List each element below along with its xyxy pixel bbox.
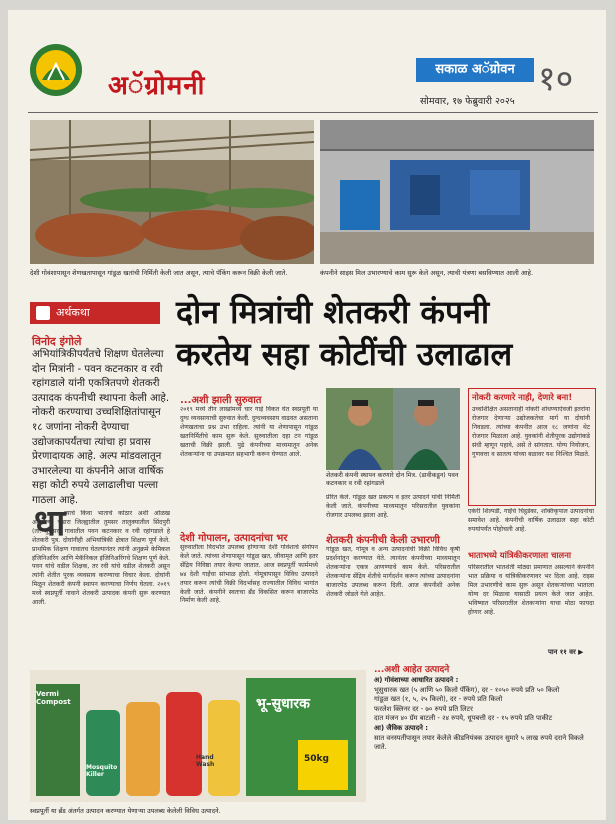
vermicompost-shed-photo — [30, 120, 314, 264]
products-list-item: सात वनस्पतींपासून तयार केलेले कीडनियंत्रक उत्पादन सुमारे ५ लाख रुपये दराने विकले जाते. — [374, 733, 584, 752]
products-caption: स्वप्नपूर्ती या ब्रॅंड अंतर्गत उत्पादन करण्यात येणाऱ्या उपलब्ध केलेली विविध उत्पादने. — [30, 807, 221, 815]
section-label: अर्थकथा — [56, 306, 90, 319]
growth-paragraph: गांडूळ खत, गोमूत्र व अन्य उत्पादनांची विक्री विविध कृषी प्रदर्शनांतून करण्यात येते. त्यानंतर कंपनीच्या माध्यमातून शेतकऱ्यांना एकत्र आणण्याचे काम केले. परिसरातील शेतकऱ्यांना सेंद्रिय शेतीचे मार्गदर्शन करून त्यांच्या उत्पादनांना बाजारपेठ उपलब्ध करून दिली. आज कंपनीशी अनेक शेतकरी जोडले गेले आहेत. — [326, 546, 460, 598]
masthead-rule — [28, 112, 598, 113]
photo-caption-left: देशी गोवंशापासून शेणखतापासून गांडूळ खतांची निर्मिती केली जात असून, त्याचे पॅकिंग करून विक्री केली जाते. — [30, 269, 288, 277]
section-icon — [36, 306, 50, 320]
box-heading: नोकरी करणारे नाही, देणारे बना! — [472, 392, 573, 402]
products-photo — [30, 670, 366, 802]
rice-paragraph: परिसरातील भातशेती मोठ्या प्रमाणात असल्याने कंपनीने भात प्रक्रिया व यांत्रिकीकरणावर भर दिला आहे. राइस मिल उभारणीचे काम सुरू असून शेतकऱ्यांच्या भाताला योग्य दर मिळावा यासाठी प्रयत्न केले जात आहेत. भविष्यात परिसरातील शेतकऱ्यांना याचा मोठा फायदा होणार आहे. — [468, 564, 594, 616]
continued-marker: पान ११ वर ▶ — [548, 648, 584, 656]
mosquito-killer-label: Mosquito Killer — [86, 764, 118, 778]
page-number: १० — [538, 59, 574, 99]
cows-paragraph: सुरुवातीला विदर्भात उपलब्ध होणाऱ्या देशी गोवंशाचे संगोपन केले जाते. त्यांच्या शेणापासून गांडूळ खत, जीवामृत आणि इतर सेंद्रिय निविष्ठा तयार केल्या जातात. आज स्वप्नपूर्ती फार्ममध्ये ७४ देशी गाईंचा सांभाळ होतो. गोमूत्रापासून विविध उत्पादने तयार करून त्यांची विक्री विदर्भासह राज्यातील विविध भागांत केली जाते. कंपनीने स्वतःचा ब्रॅंड विकसित करून बाजारपेठ निर्माण केली आहे. — [180, 544, 318, 605]
section-tab — [30, 302, 160, 324]
founders-caption: शेतकरी कंपनी स्थापन करणारे दोन मित्र. (डावीकडून) पवन कटनकार व रवी रहांगडाले — [326, 472, 459, 487]
products-list-item: गांडूळ खत (१, ५, २५ किलो), दर - रुपये प्रति किलो — [374, 695, 503, 704]
products-list — [374, 676, 596, 812]
subhead-cows: देशी गोपालन, उत्पादनांचा भर — [180, 533, 288, 544]
vermicompost-label: Vermi Compost — [36, 690, 71, 706]
subhead-rice: भाताभध्ये यांत्रिकीकरणाला चालना — [468, 550, 572, 560]
products-list-item: फरलेश क्लिनर दर - ७० रुपये प्रति लिटर — [374, 704, 473, 713]
drop-cap: धा — [34, 503, 66, 544]
box-paragraph: उच्चशिक्षित असतानाही नोकरी शोधण्याऐवजी इतरांना रोजगार देणाऱ्या उद्योजकतेचा मार्ग या दोघांनी निवडला. त्यांच्या कंपनीत आज १८ जणांना थेट रोजगार मिळाला आहे. युवकांनी शेतीपूरक उद्योगांकडे संधी म्हणून पहावे, असे ते सांगतात. योग्य नियोजन, गुणवत्ता व सातत्य यांच्या बळावर यश निश्चित मिळते. — [472, 406, 590, 458]
products-list-item: आ) जैविक उत्पादने : — [374, 723, 429, 732]
products-list-item: अ) गोवंशाच्या आधारित उत्पादने : — [374, 676, 459, 684]
rice-mill-photo — [320, 120, 594, 264]
products-list-item: दात मंजन ४० ग्रॅम बाटली - २४ रुपये, धूपबत्ती दर - १५ रुपये प्रति पाकीट — [374, 714, 553, 723]
byline: विनोद इंगोले — [32, 335, 82, 348]
bag-weight: 50kg — [304, 754, 329, 764]
products-list-item: भूसुधारक खत (५ आणि ५० किलो पॅकिंग), दर - १०५० रुपये प्रति ५० किलो — [374, 685, 560, 694]
subhead-start: ...अशी झाली सुरुवात — [180, 395, 262, 406]
intro-paragraph: न्याचे किंवा भाताचे कोठार अशी ओळख असलेल्या भंडारा जिल्ह्यातील तुमसर तालुक्यातील सिंदपुरी (ता. तुमसर) गावातील पवन कटनकार व रवी रहांगडाले हे शेतकरी पुत्र. दोघांनीही अभियांत्रिकी क्षेत्रात शिक्षण पूर्ण केले. प्राथमिक शिक्षण गावातच घेतल्यानंतर त्यांनी अनुक्रमे केमिकल इंजिनिअरिंग आणि मेकॅनिकल इंजिनिअरिंगचे शिक्षण पूर्ण केले. पवन यांचे वडील शिक्षक, तर रवी यांचे वडील शेतकरी असून त्यांनी शेतीत पूरक व्यवसाय करण्याचा विचार केला. दोघांनी मिळून शेतकरी कंपनी स्थापन करण्याचा निर्णय घेतला. २०१९ मध्ये स्वप्नपूर्ती नावाने शेतकरी उत्पादक कंपनी सुरू करण्यात आली. — [32, 510, 170, 607]
col4-paragraph: एकेरी शिल्पडी, गाईंचे चिट्ठडेका, शक्तिकृपाल उत्पादनांचा समावेश आहे. कंपनीची वार्षिक उलाढाल सहा कोटी रुपयांपर्यंत पोहोचली आहे. — [468, 508, 594, 533]
photo-caption-right: कंपनीने साइस मिल उभारण्याचे काम सुरू केले असून, त्याची यंत्रणा बसविण्यात आली आहे. — [320, 269, 534, 277]
masthead-title: अॅग्रोमनी — [108, 71, 206, 101]
sun-logo-icon — [28, 40, 84, 100]
subhead-products: ...अशी आहेत उत्पादने — [374, 665, 450, 675]
headline-line-1: दोन मित्रांची शेतकरी कंपनी — [176, 293, 490, 331]
brand-logo: सकाळ अॅग्रोवन — [416, 58, 534, 82]
start-paragraph: २०१९ मध्ये तीन लाखांमध्ये चार गाई विकत घेत स्वप्नपूर्ती या दुग्ध व्यवसायाची सुरुवात केली. दुग्धव्यवसाय वाढवत असताना शेणखताचा प्रश्न उभा राहिला. त्यांनी या शेणापासून गांडूळ खतनिर्मितीचे काम सुरू केले. सुरुवातीला दहा टन गांडूळ खताची विक्री झाली. पुढे कंपनीच्या माध्यमातून अनेक शेतकऱ्यांना या उपक्रमात सहभागी करून घेण्यात आले. — [180, 406, 318, 458]
founders-photo — [326, 388, 460, 470]
headline-line-2: करतेय सहा कोटींची उलाढाल — [176, 335, 513, 373]
dateline: सोमवार, १७ फेब्रुवारी २०२५ — [420, 96, 515, 107]
newspaper-page — [8, 10, 606, 820]
hand-wash-label: Hand Wash — [196, 754, 215, 768]
standfirst: अभियांत्रिकीपर्यंतचे शिक्षण घेतलेल्या दोन मित्रांनी - पवन कटनकार व रवी रहांगडाले यांनी एकत्रितपणे शेतकरी उत्पादक कंपनीची स्थापना केली आहे. नोकरी करण्याचा उच्चशिक्षितांपासून १८ जणांना नोकरी देण्याचा उद्योजकापर्यंतचा त्यांचा हा प्रवास प्रेरणादायक आहे. अल्प मांडवलातून उभारलेल्या या कंपनीने आज वार्षिक सहा कोटी रुपये उलाढालीचा पल्ला गाठला आहे. — [32, 349, 170, 506]
subhead-growth: शेतकरी कंपनीची केली उभारणी — [326, 535, 440, 546]
shared-paragraph: प्रेरित केले. गांडूळ खत प्रकल्प व इतर उत्पादने यांची निर्मिती केली जाते. कंपनीच्या माध्यमातून परिसरातील युवकांना रोजगार उपलब्ध झाला आहे. — [326, 494, 460, 519]
bhusudharak-banner: भू-सुधारक — [256, 696, 310, 712]
